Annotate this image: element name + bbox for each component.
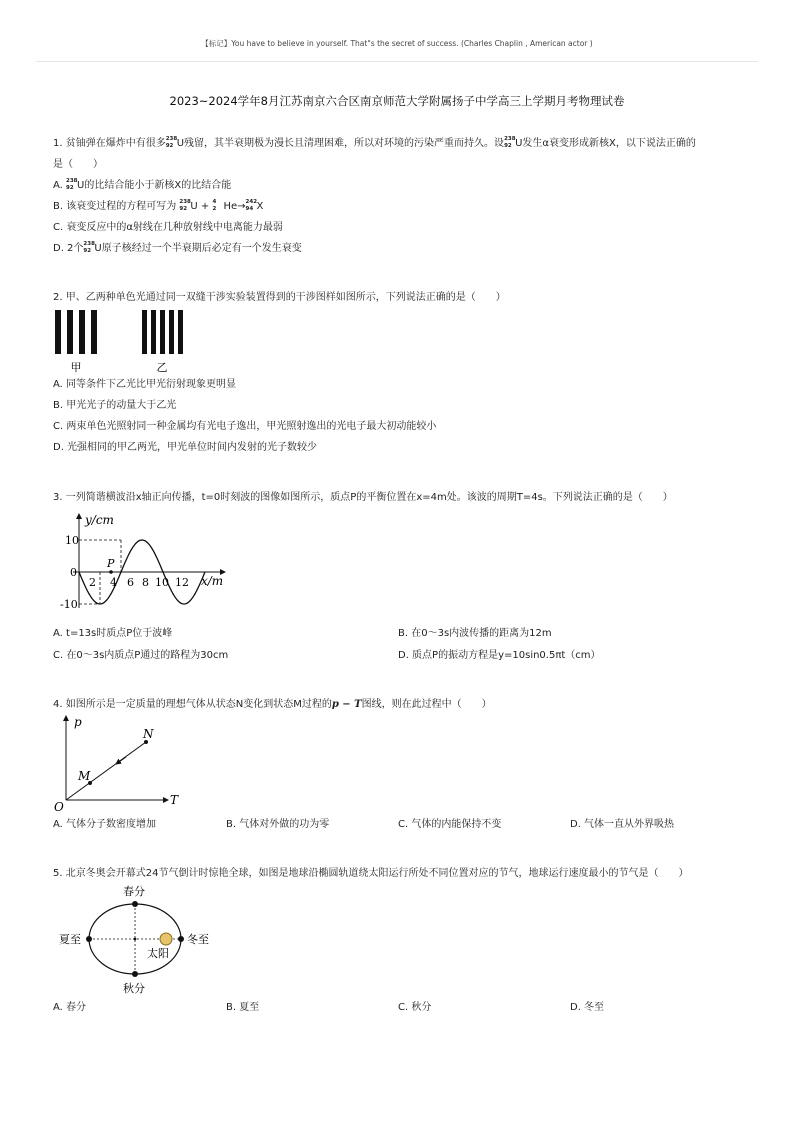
- q3-option-c[interactable]: C. 在0～3s内质点P通过的路程为30cm: [53, 650, 229, 661]
- point-p: [109, 570, 113, 574]
- x-tick-6: 6: [127, 576, 134, 589]
- fringe-pattern-jia: [55, 310, 97, 354]
- isotope-u238: 238 92: [179, 199, 191, 212]
- earth-chunfen: [132, 901, 138, 907]
- t-axis-label: T: [170, 793, 179, 807]
- q2-option-b[interactable]: B. 甲光光子的动量大于乙光: [53, 400, 177, 411]
- page-title: 2023~2024学年8月江苏南京六合区南京师范大学附属扬子中学高三上学期月考物理试卷: [169, 94, 625, 108]
- q3-stem: 3. 一列简谐横波沿x轴正向传播，t=0时刻波的图像如图所示，质点P的平衡位置在x=4m处。该波的周期T=4s。下列说法正确的是（ ）: [53, 492, 673, 503]
- q2-interference-figure: [50, 305, 210, 375]
- isotope-he4: 4 2: [212, 199, 217, 212]
- q4-stem: 4. 如图所示是一定质量的理想气体从状态N变化到状态M过程的p − T图线，则在此过程中（ ）: [53, 699, 492, 710]
- label-yi: 乙: [156, 361, 168, 374]
- orbit-center: [134, 938, 137, 941]
- q3-option-a[interactable]: A. t=13s时质点P位于波峰: [53, 628, 173, 639]
- state-n-label: N: [143, 727, 154, 741]
- header-divider: [36, 61, 758, 62]
- q5-option-b[interactable]: B. 夏至: [226, 1002, 260, 1013]
- y-axis-label: y/cm: [85, 513, 114, 527]
- label-chunfen: 春分: [123, 885, 145, 898]
- q5-option-a[interactable]: A. 春分: [53, 1002, 87, 1013]
- isotope-u238: 238 92: [66, 178, 78, 191]
- isotope-u238: 238 92: [504, 136, 516, 149]
- isotope-u238: 238 92: [83, 241, 95, 254]
- q3-option-d[interactable]: D. 质点P的振动方程是y=10sin0.5πt（cm）: [398, 650, 601, 661]
- q2-option-c[interactable]: C. 两束单色光照射同一种金属均有光电子逸出，甲光照射逸出的光电子最大初动能较小: [53, 421, 437, 432]
- x-tick-8: 8: [142, 576, 149, 589]
- label-qiufen: 秋分: [123, 982, 145, 995]
- y-tick-neg10: -10: [60, 598, 78, 611]
- q4-option-d[interactable]: D. 气体一直从外界吸热: [570, 819, 675, 830]
- earth-xiazhi: [86, 936, 92, 942]
- label-taiyang: 太阳: [147, 947, 169, 960]
- q4-math-pt: p − T: [331, 699, 362, 710]
- direction-arrow: [116, 757, 126, 764]
- header-motto: 【标记】You have to believe in yourself. That"s the secret of success. (Charles Chaplin , American actor ): [201, 39, 593, 48]
- label-xiazhi: 夏至: [59, 933, 81, 946]
- q1-option-d[interactable]: D. 2个 238 92 U原子核经过一个半衰期后必定有一个发生衰变: [53, 241, 302, 254]
- label-dongzhi: 冬至: [187, 933, 209, 946]
- q2-option-a[interactable]: A. 同等条件下乙光比甲光衍射现象更明显: [53, 379, 237, 390]
- q1-option-b[interactable]: B. 该衰变过程的方程可写为 238 92 U + 4 2 He→ 242 94 X: [53, 199, 264, 212]
- x-tick-4: 4: [110, 576, 117, 589]
- q5-option-c[interactable]: C. 秋分: [398, 1002, 432, 1013]
- q2-option-d[interactable]: D. 光强相同的甲乙两光，甲光单位时间内发射的光子数较少: [53, 442, 318, 453]
- q1-option-a[interactable]: A. 238 92 U的比结合能小于新核X的比结合能: [53, 178, 232, 191]
- earth-dongzhi: [178, 936, 184, 942]
- q4-option-c[interactable]: C. 气体的内能保持不变: [398, 819, 502, 830]
- x-tick-10: 10: [155, 576, 169, 589]
- x-axis-label: x/m: [201, 574, 224, 588]
- q4-pt-graph: [50, 712, 190, 814]
- q5-orbit-figure: [55, 881, 225, 998]
- x-tick-12: 12: [175, 576, 189, 589]
- q4-option-a[interactable]: A. 气体分子数密度增加: [53, 819, 157, 830]
- q1-stem-line2: 是（ ）: [53, 159, 103, 170]
- isotope-u238: 238 92: [165, 136, 178, 149]
- label-jia: 甲: [70, 361, 82, 374]
- q5-stem: 5. 北京冬奥会开幕式24节气倒计时惊艳全球，如图是地球沿椭圆轨道绕太阳运行所处不同位置对应的节气，地球运行速度最小的节气是（ ）: [53, 868, 689, 879]
- state-m-label: M: [78, 769, 91, 783]
- isotope-x242: 242 94: [245, 199, 258, 212]
- fringe-pattern-yi: [142, 310, 183, 354]
- y-tick-10: 10: [65, 534, 79, 547]
- y-tick-0: 0: [70, 566, 77, 579]
- earth-qiufen: [132, 971, 138, 977]
- sun-icon: [160, 933, 172, 945]
- q2-stem: 2. 甲、乙两种单色光通过同一双缝干涉实验装置得到的干涉图样如图所示，下列说法正确的是（ ）: [53, 292, 506, 303]
- origin-label: O: [54, 800, 64, 814]
- q4-option-b[interactable]: B. 气体对外做的功为零: [226, 819, 330, 830]
- q1-option-c[interactable]: C. 衰变反应中的α射线在几种放射线中电离能力最弱: [53, 222, 283, 233]
- q3-wave-graph: [55, 508, 235, 618]
- point-p-label: P: [107, 557, 115, 570]
- q1-stem-line1: 1. 贫铀弹在爆炸中有很多 238 92 U残留，其半衰期极为漫长且清理困难，所以对环境的污染严重而持久。设 238 92 U发生α衰变形成新核X，以下说法正确的: [53, 136, 696, 149]
- p-axis-label: p: [74, 715, 82, 729]
- x-tick-2: 2: [89, 576, 96, 589]
- q5-option-d[interactable]: D. 冬至: [570, 1002, 605, 1013]
- q3-option-b[interactable]: B. 在0～3s内波传播的距离为12m: [398, 628, 552, 639]
